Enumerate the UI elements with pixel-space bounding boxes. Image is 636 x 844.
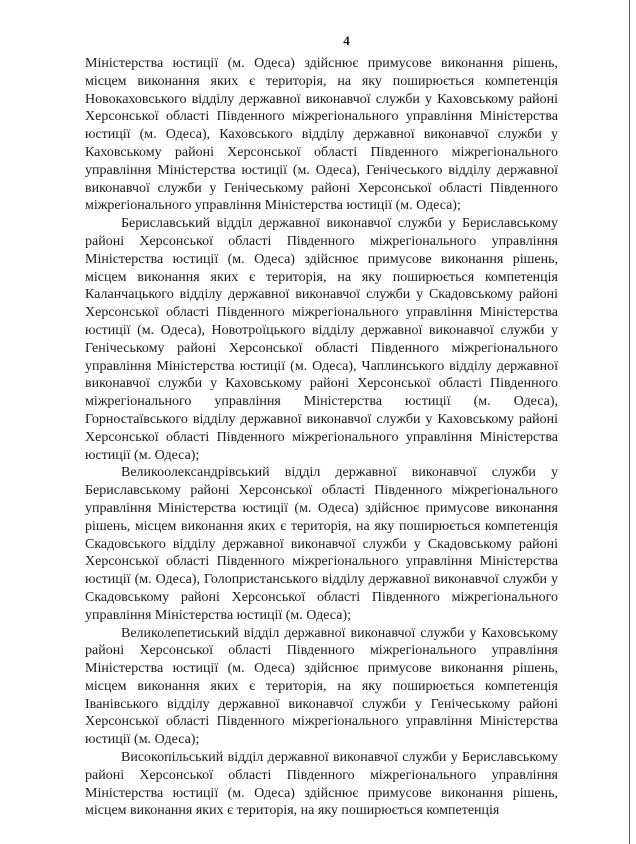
document-body xyxy=(85,55,558,820)
paragraph-velykolepetyskyi: Великолепетиський відділ державної виконавчої служби у Каховському районі Херсонської області Південного міжрегіонального управління Міністерства юстиції (м. Одеса) здійснює примусове виконання рішень, місцем виконання яких є територія, на яку поширюється компетенція Іванівського відділу державної виконавчої служби у Генічеському районі Херсонської області Південного міжрегіонального управління Міністерства юстиції (м. Одеса); xyxy=(85,625,558,748)
page-number: 4 xyxy=(343,33,350,48)
paragraph-velykooleksandrivskyi: Великоолександрівський відділ державної виконавчої служби у Бериславському районі Херсонської області Південного міжрегіонального управління Міністерства юстиції (м. Одеса) здійснює примусове виконання рішень, місцем виконання яких є територія, на яку поширюється компетенція Скадовського відділу державної виконавчої служби у Скадовському районі Херсонської області Південного міжрегіонального управління Міністерства юстиції (м. Одеса), Голопристанського відділу державної виконавчої служби у Скадовському районі Херсонської області Південного міжрегіонального управління Міністерства юстиції (м. Одеса); xyxy=(85,465,558,623)
paragraph-vysokopilskyi: Високопільський відділ державної виконавчої служби у Бериславському районі Херсонської області Південного міжрегіонального управління Міністерства юстиції (м. Одеса) здійснює примусове виконання рішень, місцем виконання яких є територія, на яку поширюється компетенція xyxy=(85,750,558,819)
page-right-border xyxy=(629,0,630,844)
paragraph-beryslavskyi: Бериславський відділ державної виконавчої служби у Бериславському районі Херсонської області Південного міжрегіонального управління Міністерства юстиції (м. Одеса) здійснює примусове виконання рішень, місцем виконання яких є територія, на яку поширюється компетенція Каланчацького відділу державної виконавчої служби у Скадовському районі Херсонської області Південного міжрегіонального управління Міністерства юстиції (м. Одеса), Новотроїцького відділу державної виконавчої служби у Генічеському районі Херсонської області Південного міжрегіонального управління Міністерства юстиції (м. Одеса), Чаплинського відділу державної виконавчої служби у Каховському районі Херсонської області Південного міжрегіонального управління Міністерства юстиції (м. Одеса), Горностаївського відділу державної виконавчої служби у Каховському районі Херсонської області Південного міжрегіонального управління Міністерства юстиції (м. Одеса); xyxy=(85,216,558,463)
paragraph-continuation: Міністерства юстиції (м. Одеса) здійснює примусове виконання рішень, місцем виконання яких є територія, на яку поширюється компетенція Новокаховського відділу державної виконавчої служби у Каховському районі Херсонської області Південного міжрегіонального управління Міністерства юстиції (м. Одеса), Каховського відділу державної виконавчої служби у Каховському районі Херсонської області Південного міжрегіонального управління Міністерства юстиції (м. Одеса), Генічеського відділу державної виконавчої служби у Генічеському районі Херсонської області Південного міжрегіонального управління Міністерства юстиції (м. Одеса); xyxy=(85,56,558,214)
